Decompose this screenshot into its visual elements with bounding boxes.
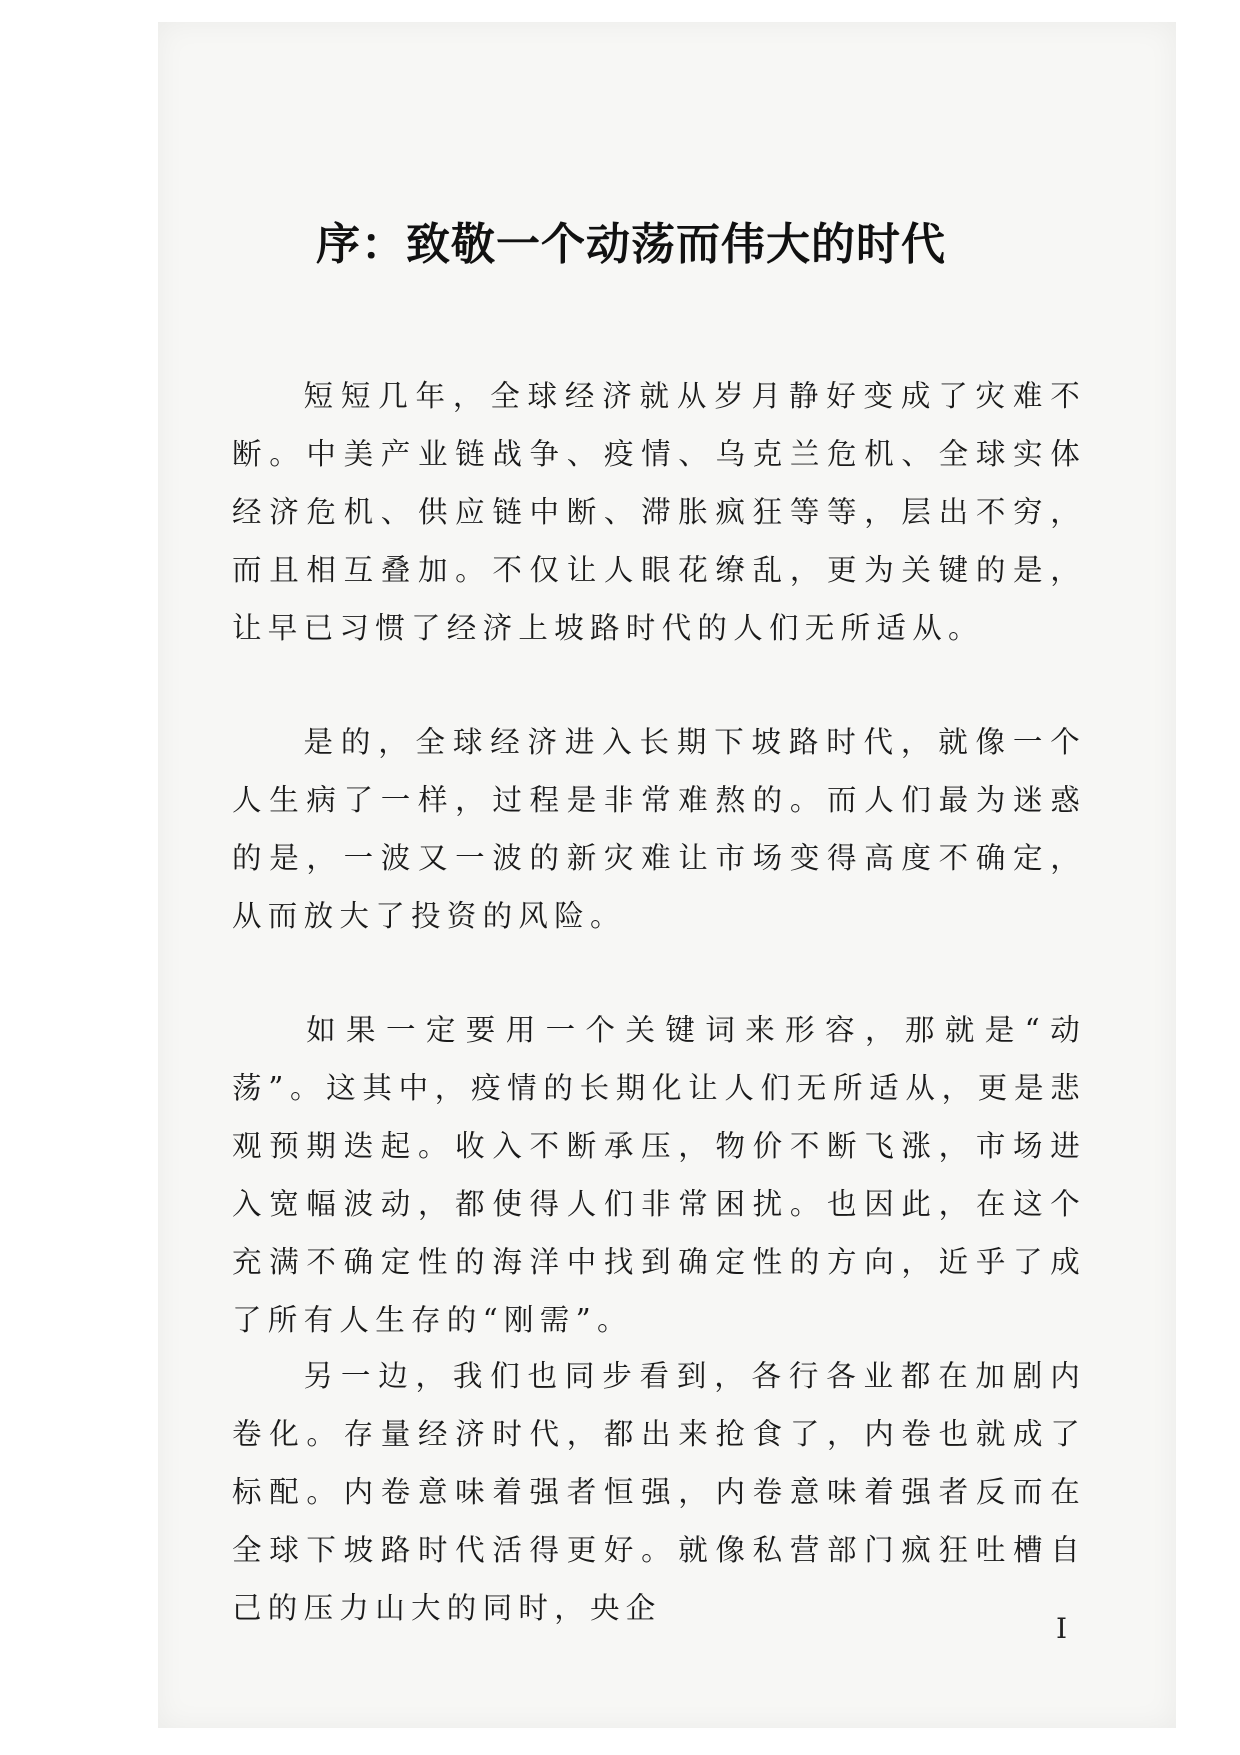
paragraph-2 [232, 713, 1086, 945]
page-title: 序：致敬一个动荡而伟大的时代 [316, 219, 946, 270]
page-number: I [1056, 1612, 1068, 1645]
paragraph-text: 如果一定要用一个关键词来形容，那就是“动荡”。这其中，疫情的长期化让人们无所适从，更是悲观预期迭起。收入不断承压，物价不断飞涨，市场进入宽幅波动，都使得人们非常困扰。也因此，在这个充满不确定性的海洋中找到确定性的方向，近乎了成了所有人生存的“刚需”。 [232, 1013, 1086, 1337]
paragraph-text: 短短几年，全球经济就从岁月静好变成了灾难不断。中美产业链战争、疫情、乌克兰危机、全球实体经济危机、供应链中断、滞胀疯狂等等，层出不穷，而且相互叠加。不仅让人眼花缭乱，更为关键的是，让早已习惯了经济上坡路时代的人们无所适从。 [232, 379, 1086, 645]
paragraph-text: 另一边，我们也同步看到，各行各业都在加剧内卷化。存量经济时代，都出来抢食了，内卷也就成了标配。内卷意味着强者恒强，内卷意味着强者反而在全球下坡路时代活得更好。就像私营部门疯狂吐槽自己的压力山大的同时，央企 [232, 1359, 1086, 1625]
paragraph-1 [232, 367, 1086, 657]
paragraph-3 [232, 1001, 1086, 1349]
paragraph-4 [232, 1347, 1086, 1637]
paragraph-text: 是的，全球经济进入长期下坡路时代，就像一个人生病了一样，过程是非常难熬的。而人们最为迷惑的是，一波又一波的新灾难让市场变得高度不确定，从而放大了投资的风险。 [232, 725, 1086, 933]
